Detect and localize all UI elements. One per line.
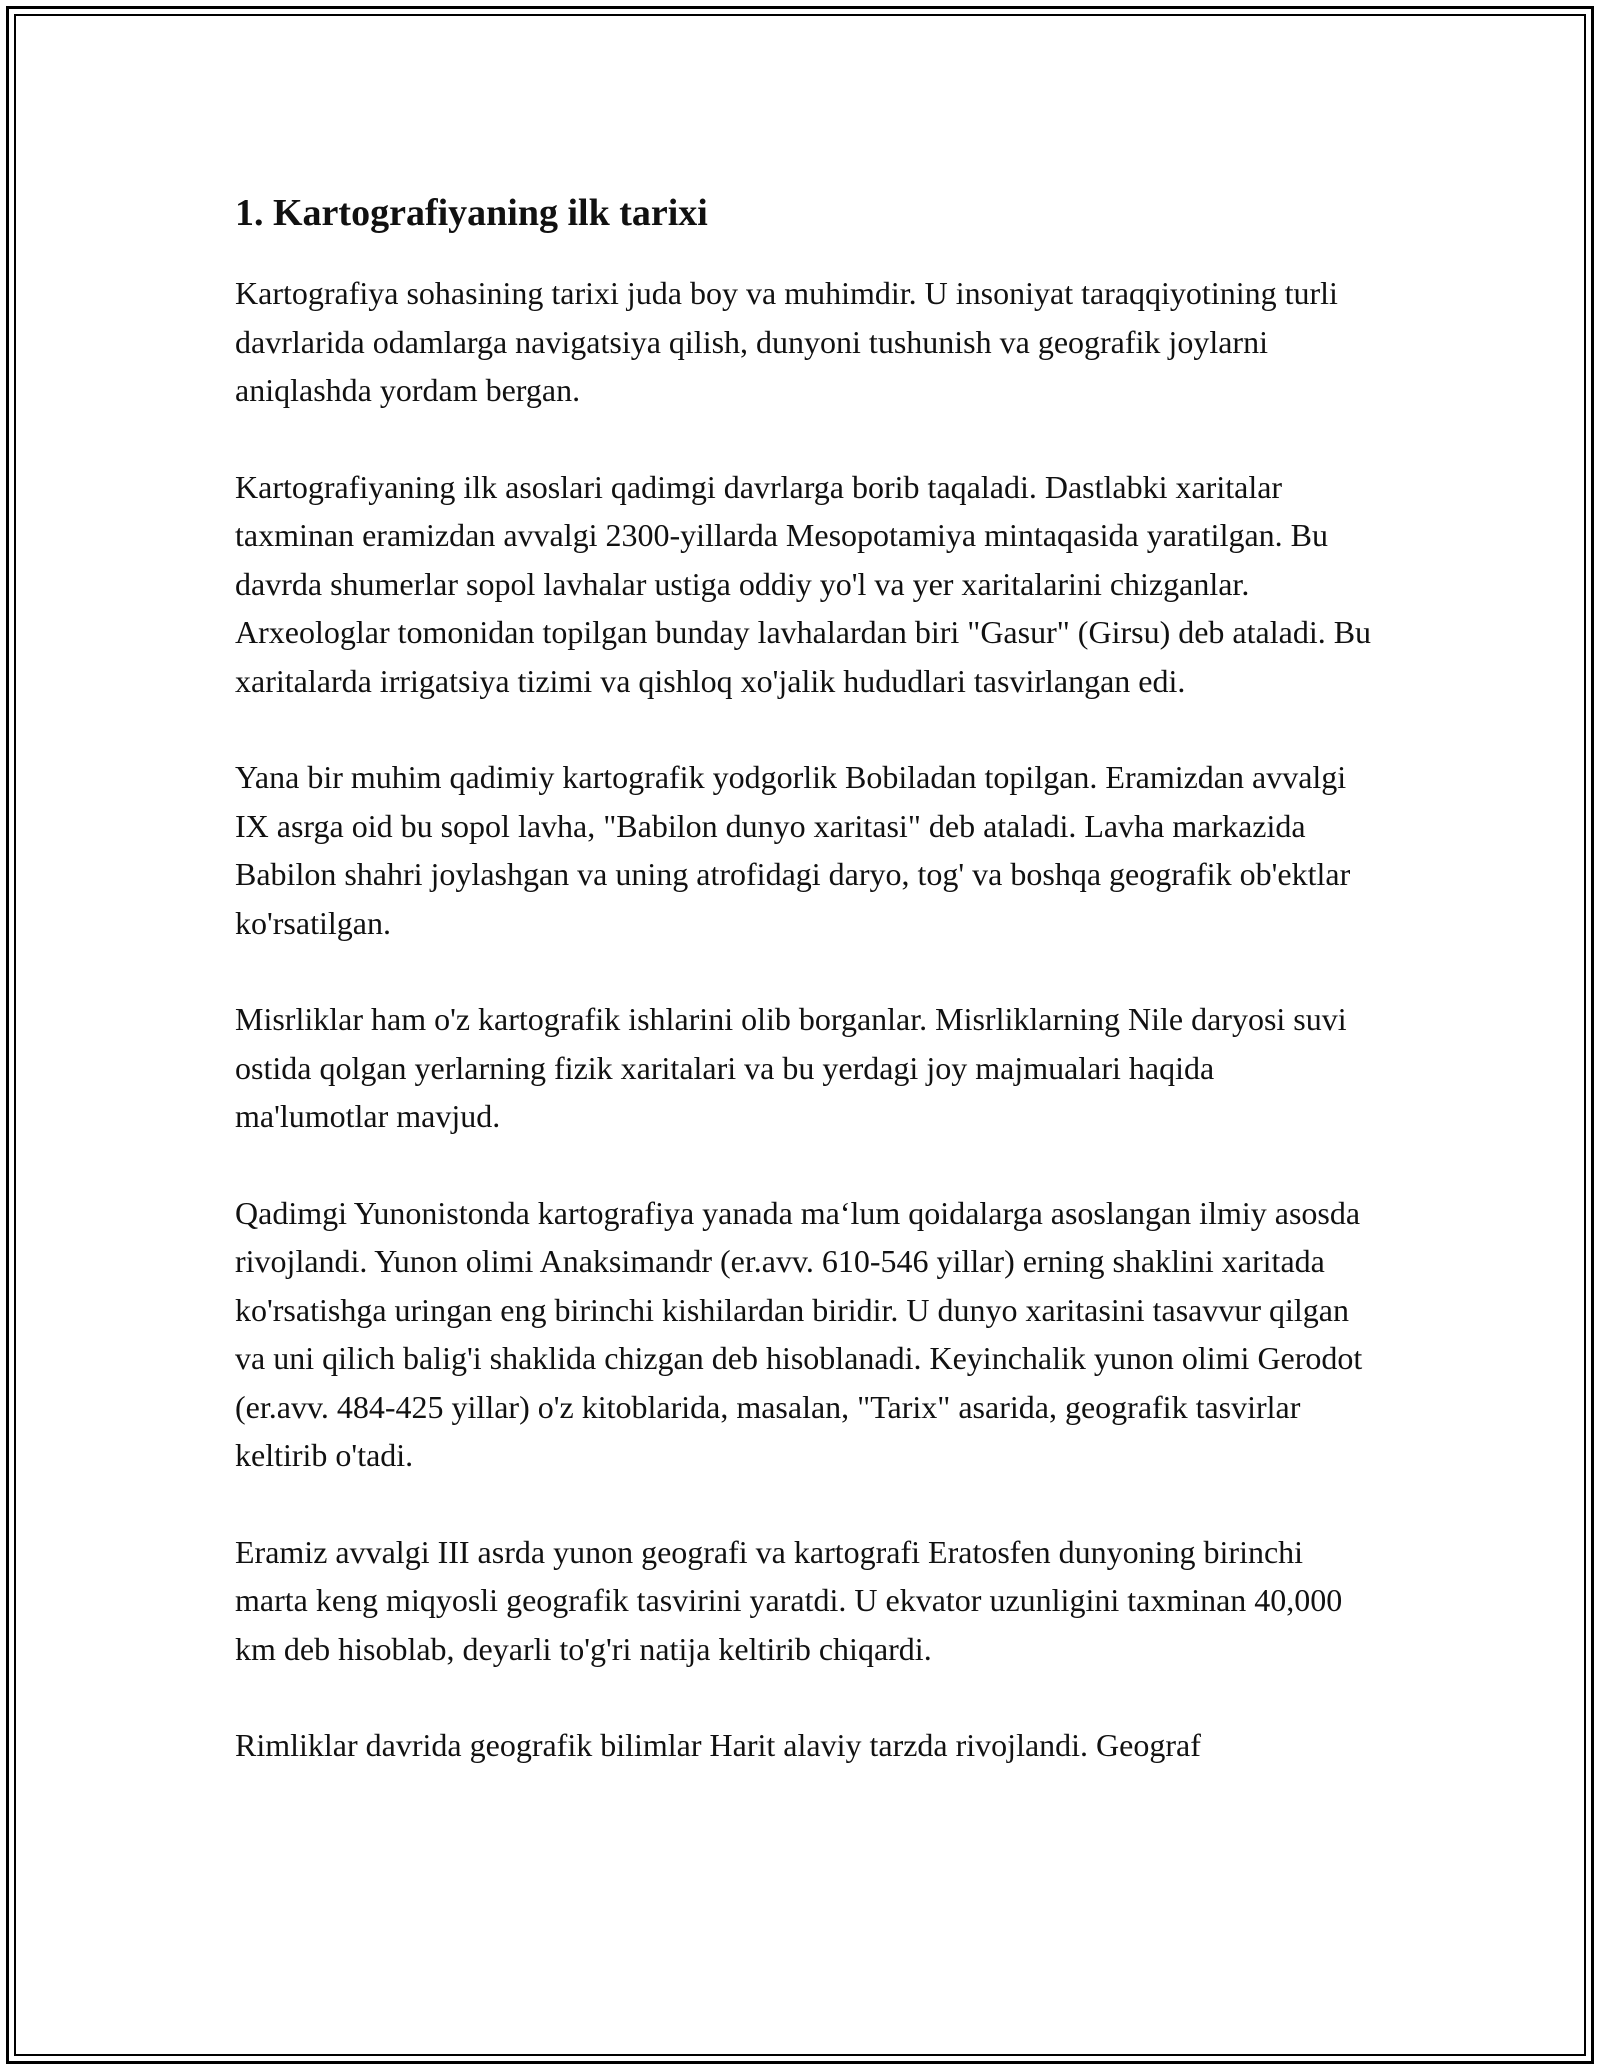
paragraph-6: Eramiz avvalgi III asrda yunon geografi va kartografi Eratosfen dunyoning birinchi marta keng miqyosli geografik tasvirini yaratdi. U ekvator uzunligini taxminan 40,000 km deb hisoblab, deyarli to'g'ri natija keltirib chiqardi. [235, 1533, 1343, 1667]
paragraph-5: Qadimgi Yunonistonda kartografiya yanada ma‘lum qoidalarga asoslangan ilmiy asosda rivojlandi. Yunon olimi Anaksimandr (er.avv. 610-546 yillar) erning shaklini xaritada ko'rsatishga uringan eng birinchi kishilardan biridir. U dunyo xaritasini tasavvur qilgan va uni qilich balig'i shaklida chizgan deb hisoblanadi. Keyinchalik yunon olimi Gerodot (er.avv. 484-425 yillar) o'z kitoblarida, masalan, "Tarix" asarida, geografik tasvirlar keltirib o'tadi. [235, 1194, 1363, 1473]
paragraph-2: Kartografiyaning ilk asoslari qadimgi davrlarga borib taqaladi. Dastlabki xaritalar taxminan eramizdan avvalgi 2300-yillarda Mesopotamiya mintaqasida yaratilgan. Bu davrda shumerlar sopol lavhalar ustiga oddiy yo'l va yer xaritalarini chizganlar. Arxeologlar tomonidan topilgan bunday lavhalardan biri "Gasur" (Girsu) deb ataladi. Bu xaritalarda irrigatsiya tizimi va qishloq xo'jalik hududlari tasvirlangan edi. [235, 468, 1372, 699]
paragraph-1: Kartografiya sohasining tarixi juda boy va muhimdir. U insoniyat taraqqiyotining turli davrlarida odamlarga navigatsiya qilish, dunyoni tushunish va geografik joylarni aniqlashda yordam bergan. [235, 275, 1338, 408]
document-body [235, 185, 1375, 1818]
page-title: 1. Kartografiyaning ilk tarixi [235, 192, 708, 234]
paragraph-3: Yana bir muhim qadimiy kartografik yodgorlik Bobiladan topilgan. Eramizdan avvalgi IX asrga oid bu sopol lavha, "Babilon dunyo xaritasi" deb ataladi. Lavha markazida Babilon shahri joylashgan va uning atrofidagi daryo, tog' va boshqa geografik ob'ektlar ko'rsatilgan. [235, 759, 1351, 941]
paragraph-4: Misrliklar ham o'z kartografik ishlarini olib borganlar. Misrliklarning Nile daryosi suvi ostida qolgan yerlarning fizik xaritalari va bu yerdagi joy majmualari haqida ma'lumotlar mavjud. [235, 1001, 1347, 1134]
paragraph-7: Rimliklar davrida geografik bilimlar Harit alaviy tarzda rivojlandi. Geograf [235, 1727, 1201, 1763]
